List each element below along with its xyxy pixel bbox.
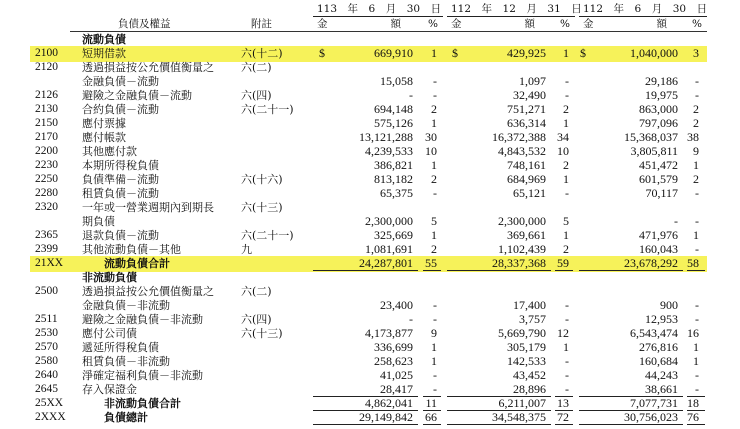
percent-period-3: - [695, 242, 699, 256]
percent-period-2: 1 [563, 340, 569, 354]
amount-period-3: 1,040,000 [630, 46, 678, 60]
row-code: 2170 [35, 131, 58, 143]
amount-period-2: 43,452 [513, 368, 546, 382]
row-note: 六(二十一) [241, 229, 294, 242]
row-note: 六(四) [241, 89, 272, 102]
percent-period-2: 12 [557, 326, 569, 340]
amount-period-1: 258,623 [374, 354, 413, 368]
amount-period-2: 748,161 [507, 158, 546, 172]
amount-period-2: 28,896 [513, 382, 546, 396]
amount-period-3: 44,243 [645, 368, 678, 382]
percent-period-2: 59 [557, 256, 569, 270]
row-description: 避險之金融負債－非流動 [82, 313, 203, 326]
row-code: 2150 [35, 117, 58, 129]
percent-period-2: 1 [563, 116, 569, 130]
percent-period-1: 2 [431, 172, 437, 186]
amount-period-1: 41,025 [380, 368, 413, 382]
percent-period-3: 1 [693, 228, 699, 242]
column-header-pct-3: % [692, 18, 702, 30]
row-code: 2645 [35, 383, 58, 395]
column-header-amount-1: 金 額 [317, 18, 401, 30]
row-description: 存入保證金 [82, 383, 137, 396]
row-description: 應付帳款 [82, 131, 126, 144]
row-code: 2500 [35, 285, 58, 297]
amount-period-2: 429,925 [507, 46, 546, 60]
percent-period-2: 13 [557, 396, 569, 410]
percent-period-2: 1 [563, 228, 569, 242]
percent-period-3: 18 [687, 396, 699, 410]
percent-period-3: 1 [693, 354, 699, 368]
row-description: 透過損益按公允價值衡量之 [82, 61, 214, 74]
amount-period-2: 28,337,368 [492, 256, 546, 270]
percent-period-1: 2 [431, 102, 437, 116]
amount-period-1: 4,862,041 [365, 396, 413, 410]
amount-period-3: 23,678,292 [624, 256, 678, 270]
row-description: 本期所得稅負債 [82, 159, 159, 172]
underline [555, 270, 573, 271]
amount-period-3: 29,186 [645, 74, 678, 88]
amount-period-1: 4,239,533 [365, 144, 413, 158]
amount-period-2: 34,548,375 [492, 410, 546, 424]
percent-period-1: 1 [431, 46, 437, 60]
percent-period-1: 66 [425, 410, 437, 424]
row-description: 避險之金融負債－流動 [82, 89, 192, 102]
percent-period-1: - [433, 368, 437, 382]
amount-period-3: 15,368,037 [624, 130, 678, 144]
column-header-amount-2: 金 額 [451, 18, 535, 30]
amount-period-1: 4,173,877 [365, 326, 413, 340]
percent-period-3: 2 [693, 116, 699, 130]
percent-period-3: 58 [687, 256, 699, 270]
row-description: 流動負債合計 [104, 257, 170, 270]
percent-period-3: 16 [687, 326, 699, 340]
row-description: 負債準備－流動 [82, 173, 159, 186]
amount-period-1: 24,287,801 [359, 256, 413, 270]
row-note: 六(十三) [241, 327, 283, 340]
row-description: 短期借款 [82, 47, 126, 60]
percent-period-1: - [433, 298, 437, 312]
percent-period-2: 2 [563, 242, 569, 256]
underline [423, 424, 441, 425]
column-header-desc: 負債及權益 [118, 18, 171, 30]
percent-period-2: 1 [563, 172, 569, 186]
amount-period-1: 694,148 [374, 102, 413, 116]
amount-period-2: 6,211,007 [498, 396, 546, 410]
row-code: 2130 [35, 103, 58, 115]
amount-period-2: 751,271 [507, 102, 546, 116]
percent-period-2: - [565, 186, 569, 200]
row-code: 25XX [35, 397, 64, 409]
row-note: 六(十二) [241, 47, 283, 60]
underline [687, 270, 705, 271]
amount-period-3: 3,805,811 [630, 144, 678, 158]
percent-period-1: 10 [425, 144, 437, 158]
percent-period-1: 55 [425, 256, 437, 270]
amount-period-2: 684,969 [507, 172, 546, 186]
percent-period-3: - [695, 186, 699, 200]
row-description: 流動負債 [82, 33, 126, 46]
row-note: 六(二) [241, 285, 272, 298]
amount-period-1: 813,182 [374, 172, 413, 186]
column-header-note: 附註 [251, 18, 272, 30]
underline [579, 424, 683, 425]
amount-period-1: 669,910 [374, 46, 413, 60]
row-description: 金融負債－流動 [82, 75, 159, 88]
header-rule-2 [447, 16, 575, 17]
row-description: 應付公司債 [82, 327, 137, 340]
percent-period-1: - [433, 88, 437, 102]
amount-period-3: 900 [660, 298, 678, 312]
amount-period-1: - [409, 312, 413, 326]
amount-period-2: 305,179 [507, 340, 546, 354]
amount-period-2: 16,372,388 [492, 130, 546, 144]
underline [447, 424, 551, 425]
amount-period-2: 369,661 [507, 228, 546, 242]
row-code: 2570 [35, 341, 58, 353]
percent-period-2: 2 [563, 158, 569, 172]
percent-period-3: 9 [693, 144, 699, 158]
amount-period-2: 2,300,000 [498, 214, 546, 228]
percent-period-2: 10 [557, 144, 569, 158]
percent-period-1: 1 [431, 354, 437, 368]
row-highlight [30, 46, 707, 62]
amount-period-1: 29,149,842 [359, 410, 413, 424]
row-code: 2126 [35, 89, 58, 101]
row-code: 2399 [35, 243, 58, 255]
header-rule-1 [313, 16, 443, 17]
percent-period-3: 38 [687, 130, 699, 144]
row-code: 2580 [35, 355, 58, 367]
amount-period-2: 4,843,532 [498, 144, 546, 158]
percent-period-1: - [433, 74, 437, 88]
amount-period-2: 3,757 [519, 312, 546, 326]
row-code: 2250 [35, 173, 58, 185]
row-code: 2230 [35, 159, 58, 171]
underline [447, 270, 551, 271]
row-description: 其他應付款 [82, 145, 137, 158]
column-header-pct-1: % [428, 18, 438, 30]
amount-period-1: 1,081,691 [365, 242, 413, 256]
percent-period-2: 34 [557, 130, 569, 144]
percent-period-2: - [565, 368, 569, 382]
percent-period-3: 3 [693, 46, 699, 60]
row-code: 2120 [35, 61, 58, 73]
amount-period-3: - [674, 214, 678, 228]
percent-period-3: - [695, 214, 699, 228]
percent-period-3: - [695, 382, 699, 396]
amount-period-1: 2,300,000 [365, 214, 413, 228]
amount-period-3: 7,077,731 [630, 396, 678, 410]
amount-period-1: 13,121,288 [359, 130, 413, 144]
row-code: 2511 [35, 313, 58, 325]
percent-period-3: - [695, 88, 699, 102]
row-description: 非流動負債 [82, 271, 137, 284]
amount-period-3: 38,661 [645, 382, 678, 396]
percent-period-3: 2 [693, 102, 699, 116]
percent-period-3: 1 [693, 340, 699, 354]
underline [313, 270, 418, 271]
amount-period-3: 12,953 [645, 312, 678, 326]
amount-period-2: 1,102,439 [498, 242, 546, 256]
row-code: 2320 [35, 201, 58, 213]
percent-period-2: - [565, 298, 569, 312]
percent-period-2: 1 [563, 46, 569, 60]
percent-period-2: - [565, 354, 569, 368]
amount-period-2: 636,314 [507, 116, 546, 130]
column-header-pct-2: % [560, 18, 570, 30]
amount-period-3: 797,096 [639, 116, 678, 130]
amount-period-1: 65,375 [380, 186, 413, 200]
row-description: 合約負債－流動 [82, 103, 159, 116]
percent-period-3: - [695, 312, 699, 326]
percent-period-1: 1 [431, 340, 437, 354]
row-description: 非流動負債合計 [104, 397, 181, 410]
amount-period-1: 23,400 [380, 298, 413, 312]
row-note: 六(十六) [241, 173, 283, 186]
amount-period-1: - [409, 88, 413, 102]
amount-period-2: 5,669,790 [498, 326, 546, 340]
row-note: 九 [241, 243, 252, 256]
row-code: 2XXX [35, 411, 66, 423]
row-code: 2530 [35, 327, 58, 339]
amount-period-3: 160,684 [639, 354, 678, 368]
amount-period-3: 276,816 [639, 340, 678, 354]
header-rule-3 [579, 16, 707, 17]
amount-period-3: 30,756,023 [624, 410, 678, 424]
row-description: 其他流動負債－其他 [82, 243, 181, 256]
percent-period-2: - [565, 312, 569, 326]
percent-period-2: 5 [563, 214, 569, 228]
percent-period-1: 2 [431, 242, 437, 256]
amount-period-1: 325,669 [374, 228, 413, 242]
amount-period-3: 160,043 [639, 242, 678, 256]
percent-period-1: 1 [431, 228, 437, 242]
percent-period-1: 1 [431, 158, 437, 172]
amount-period-3: 6,543,474 [630, 326, 678, 340]
row-code: 2365 [35, 229, 58, 241]
amount-period-1: 336,699 [374, 340, 413, 354]
percent-period-1: 30 [425, 130, 437, 144]
row-description: 金融負債－非流動 [82, 299, 170, 312]
percent-period-2: - [565, 74, 569, 88]
row-note: 六(十三) [241, 201, 283, 214]
row-code: 21XX [35, 257, 64, 269]
underline [423, 270, 441, 271]
percent-period-1: - [433, 312, 437, 326]
percent-period-2: - [565, 382, 569, 396]
amount-period-1: 28,417 [380, 382, 413, 396]
underline [555, 424, 573, 425]
amount-period-3: 70,117 [645, 186, 678, 200]
underline [579, 270, 683, 271]
amount-period-3: 601,579 [639, 172, 678, 186]
row-description: 租賃負債－流動 [82, 187, 159, 200]
percent-period-2: 2 [563, 102, 569, 116]
amount-period-1: 575,126 [374, 116, 413, 130]
row-code: 2100 [35, 47, 58, 59]
amount-period-2: 65,121 [513, 186, 546, 200]
percent-period-1: 1 [431, 116, 437, 130]
currency-symbol: $ [580, 46, 586, 60]
amount-period-2: 32,490 [513, 88, 546, 102]
percent-period-1: 9 [431, 326, 437, 340]
row-description: 遞延所得稅負債 [82, 341, 159, 354]
underline [313, 424, 418, 425]
underline [687, 424, 705, 425]
row-description: 應付票據 [82, 117, 126, 130]
amount-period-2: 142,533 [507, 354, 546, 368]
percent-period-3: 76 [687, 410, 699, 424]
period-2-date: 112 年 12 月 31 日 [451, 3, 582, 15]
column-header-amount-3: 金 額 [583, 18, 667, 30]
row-description: 租賃負債－非流動 [82, 355, 170, 368]
row-code: 2200 [35, 145, 58, 157]
row-note: 六(二) [241, 61, 272, 74]
amount-period-1: 386,821 [374, 158, 413, 172]
period-1-date: 113 年 6 月 30 日 [317, 3, 442, 15]
amount-period-3: 19,975 [645, 88, 678, 102]
percent-period-3: - [695, 74, 699, 88]
row-description: 退款負債－流動 [82, 229, 159, 242]
currency-symbol: $ [319, 46, 325, 60]
row-note: 六(四) [241, 313, 272, 326]
percent-period-2: - [565, 88, 569, 102]
amount-period-2: 1,097 [519, 74, 546, 88]
percent-period-2: 72 [557, 410, 569, 424]
row-code: 2640 [35, 369, 58, 381]
amount-period-3: 451,472 [639, 158, 678, 172]
row-description: 一年或一營業週期內到期長 [82, 201, 214, 214]
row-description: 期負債 [82, 215, 115, 228]
percent-period-3: 1 [693, 158, 699, 172]
percent-period-3: - [695, 298, 699, 312]
row-note: 六(二十一) [241, 103, 294, 116]
period-3-date: 112 年 6 月 30 日 [583, 3, 708, 15]
row-description: 透過損益按公允價值衡量之 [82, 285, 214, 298]
amount-period-2: 17,400 [513, 298, 546, 312]
percent-period-3: - [695, 368, 699, 382]
percent-period-1: - [433, 186, 437, 200]
percent-period-1: 5 [431, 214, 437, 228]
row-description: 淨確定福利負債－非流動 [82, 369, 203, 382]
amount-period-3: 863,000 [639, 102, 678, 116]
amount-period-3: 471,976 [639, 228, 678, 242]
percent-period-1: - [433, 382, 437, 396]
currency-symbol: $ [452, 46, 458, 60]
percent-period-3: 2 [693, 172, 699, 186]
percent-period-1: 11 [425, 396, 437, 410]
row-code: 2280 [35, 187, 58, 199]
row-description: 負債總計 [104, 411, 148, 424]
header-rule-bottom [70, 31, 707, 32]
amount-period-1: 15,058 [380, 74, 413, 88]
